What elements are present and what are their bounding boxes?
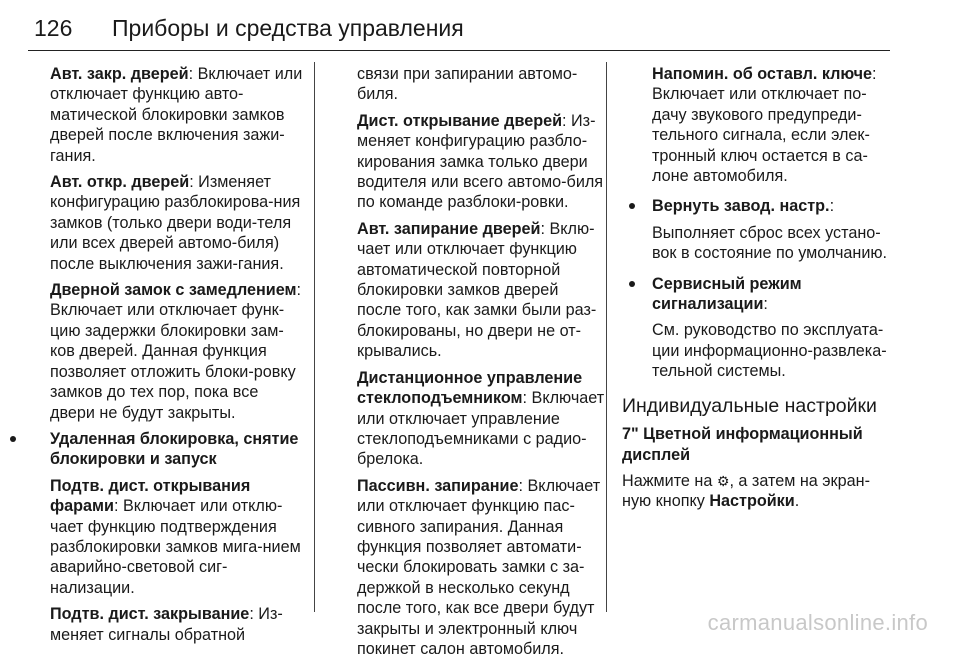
term: Авт. откр. дверей bbox=[50, 173, 190, 192]
description: : Включает или отключает функцию авто-матической блокировки замков дверей после включения зажи-гания. bbox=[50, 65, 303, 165]
description: : Включает или отклю-чает функцию подтверждения разблокировки замков мига-нием аварийно-световой сиг-нализации. bbox=[50, 497, 301, 597]
description: См. руководство по эксплуата-ции информационно-развлека-тельной системы. bbox=[652, 321, 887, 381]
text: , а затем на экран-ную кнопку bbox=[622, 471, 870, 511]
term: Пассивн. запирание bbox=[357, 476, 519, 495]
paragraph bbox=[357, 219, 607, 362]
paragraph bbox=[50, 64, 305, 166]
page-title: Приборы и средства управления bbox=[112, 15, 464, 41]
paragraph bbox=[652, 320, 890, 381]
text: Нажмите на bbox=[622, 471, 717, 490]
column-right bbox=[622, 64, 890, 522]
bullet-colon: : bbox=[829, 197, 835, 216]
description: : Из-меняет сигналы обратной bbox=[50, 605, 283, 644]
description: : Изменяет конфигурацию разблокирова-ния замков (только двери води-теля или всех дверей автомо-биля) после выключения зажи-гания. bbox=[50, 173, 301, 273]
paragraph bbox=[50, 280, 305, 423]
section-heading: Индивидуальные настройки bbox=[622, 394, 877, 417]
term: Дверной замок с замедлением bbox=[50, 281, 297, 300]
paragraph bbox=[357, 476, 607, 660]
bullet-item bbox=[652, 274, 890, 315]
description: : Вклю-чает или отключает функцию автоматической повторной блокировки замков дверей после того, как замки были раз-блокированы, но двери не от-крывались. bbox=[357, 219, 597, 361]
bullet-dot bbox=[629, 203, 635, 209]
description: Выполняет сброс всех устано-вок в состояние по умолчанию. bbox=[652, 223, 888, 263]
term: Авт. закр. дверей bbox=[50, 65, 189, 83]
gear-icon: ⚙ bbox=[716, 472, 730, 489]
description: : Из-меняет конфигурацию разбло-кирования замка только двери водителя или всего автомо-биля по команде разблоки-ровки. bbox=[357, 111, 604, 212]
description: : Включает или отключает функцию пас-сивного запирания. Данная функция позволяет автомати-чески блокировать замки с за-держкой в несколько секунд после того, как все двери будут закрыты и электронный ключ покинет салон автомобиля. bbox=[357, 476, 601, 658]
paragraph bbox=[50, 604, 305, 645]
term: Авт. запирание дверей bbox=[357, 219, 541, 238]
bullet-item bbox=[652, 196, 890, 216]
term: Дист. открывание дверей bbox=[357, 111, 563, 130]
description: связи при запирании автомо-биля. bbox=[357, 65, 578, 104]
bullet-title: Вернуть завод. настр. bbox=[652, 197, 830, 216]
term: Настройки bbox=[709, 492, 795, 511]
description: : Включает или отключает по-дачу звукового предупреди-тельного сигнала, если элек-тронный ключ остается в са-лоне автомобиля. bbox=[652, 65, 877, 186]
bullet-dot bbox=[10, 436, 16, 442]
page-number: 126 bbox=[34, 15, 73, 41]
bullet-title: Сервисный режим сигнализации bbox=[652, 274, 802, 314]
page-header bbox=[28, 14, 890, 51]
column-left bbox=[50, 64, 305, 651]
paragraph bbox=[50, 172, 305, 274]
term: Подтв. дист. закрывание bbox=[50, 605, 250, 624]
paragraph bbox=[357, 111, 607, 213]
column-middle bbox=[357, 64, 607, 665]
paragraph bbox=[622, 471, 890, 512]
term: Подтв. дист. открывания фарами bbox=[50, 476, 251, 516]
paragraph bbox=[357, 64, 607, 105]
watermark: carmanualsonline.info bbox=[707, 610, 928, 635]
description: : Включает или отключает управление стеклоподъемниками с радио-брелока. bbox=[357, 389, 605, 469]
paragraph bbox=[357, 368, 607, 470]
sub-heading: 7" Цветной информационный дисплей bbox=[622, 425, 863, 464]
description: : Включает или отключает функ-цию задержки блокировки зам-ков дверей. Данная функция позволяет отложить блоки-ровку замков до тех пор, пока все двери не будут закрыты. bbox=[50, 281, 302, 422]
paragraph bbox=[50, 476, 305, 598]
bullet-colon: : bbox=[763, 295, 768, 314]
bullet-item bbox=[50, 429, 305, 470]
paragraph bbox=[652, 64, 890, 186]
text: . bbox=[794, 492, 800, 511]
term: Дистанционное управление стеклоподъемником bbox=[357, 368, 583, 408]
bullet-title: Удаленная блокировка, снятие блокировки и запуск bbox=[50, 429, 299, 469]
column-divider bbox=[314, 62, 315, 612]
paragraph bbox=[652, 223, 890, 264]
bullet-dot bbox=[629, 281, 635, 287]
term: Напомин. об оставл. ключе bbox=[652, 65, 873, 83]
